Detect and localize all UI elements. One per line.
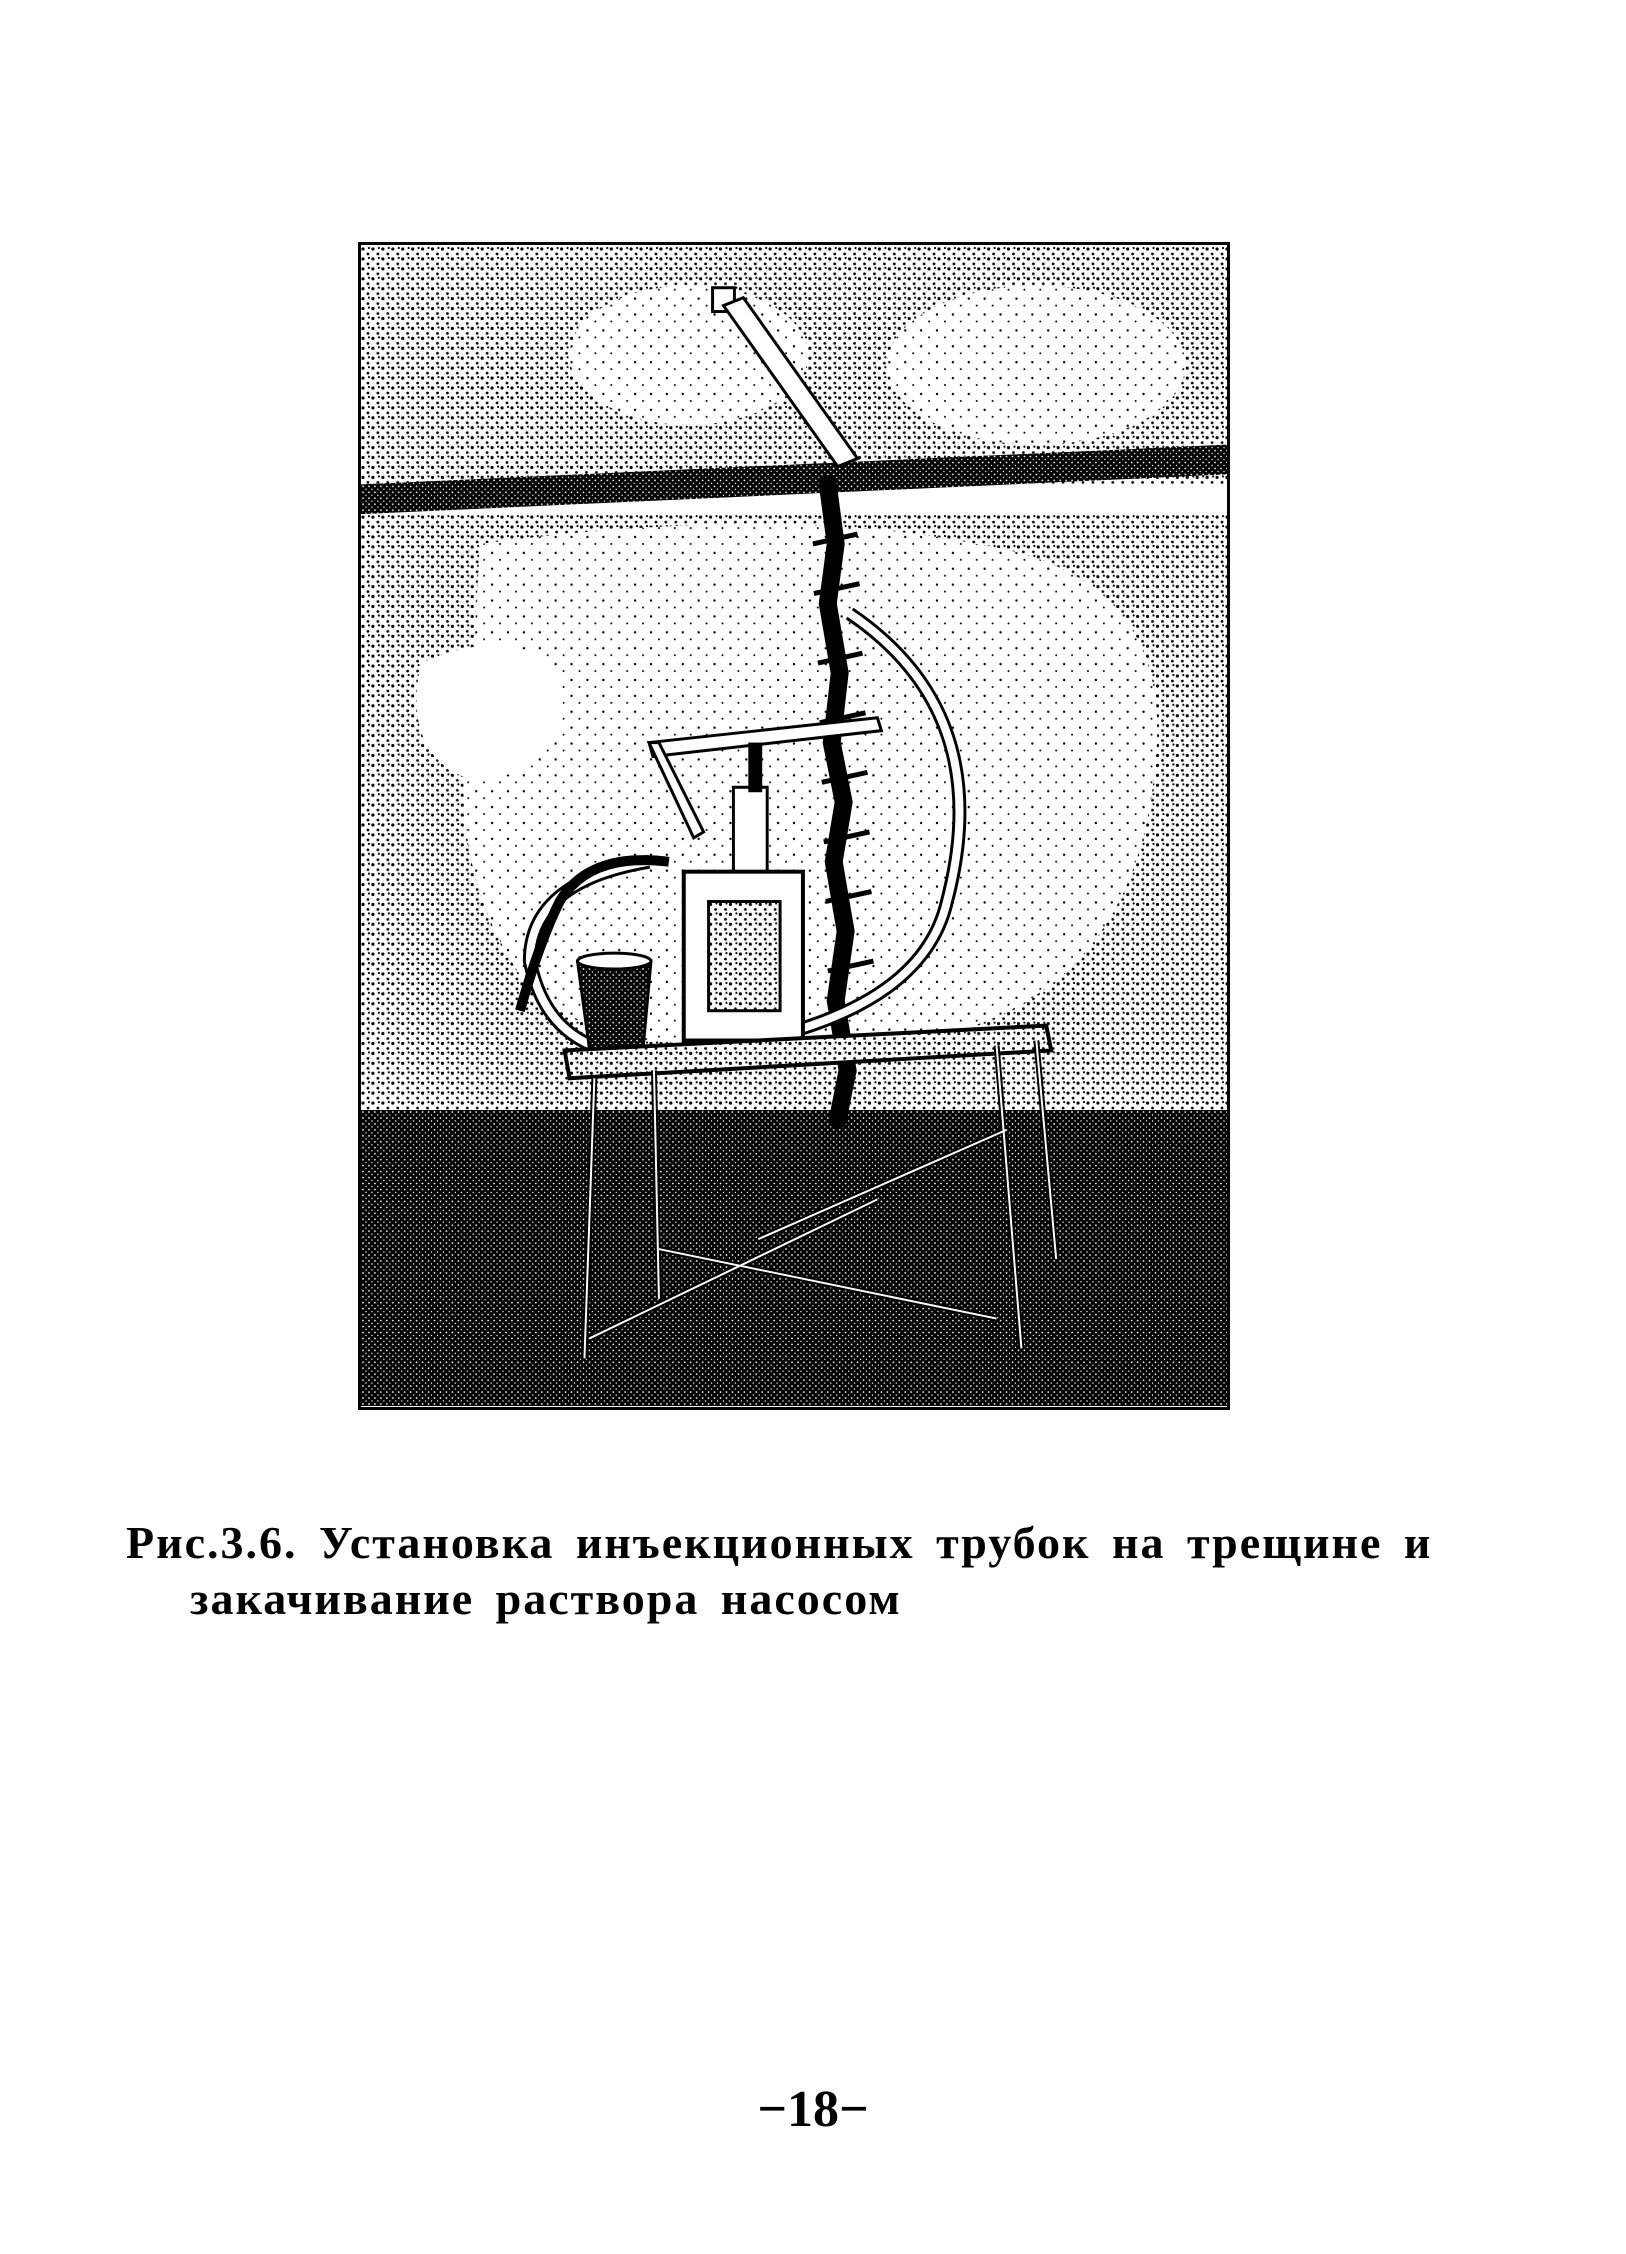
figure-caption xyxy=(126,1515,1526,1627)
pump-crack-injection-illustration xyxy=(361,245,1227,1407)
bucket xyxy=(578,961,651,1048)
caption-line-2: закачивание раствора насосом xyxy=(190,1573,902,1624)
floor-texture xyxy=(361,1110,1227,1406)
page-number: −18− xyxy=(757,2081,869,2138)
caption-line-1: Рис.3.6. Установка инъекционных трубок на трещине и xyxy=(126,1517,1433,1568)
figure-illustration xyxy=(358,242,1230,1410)
